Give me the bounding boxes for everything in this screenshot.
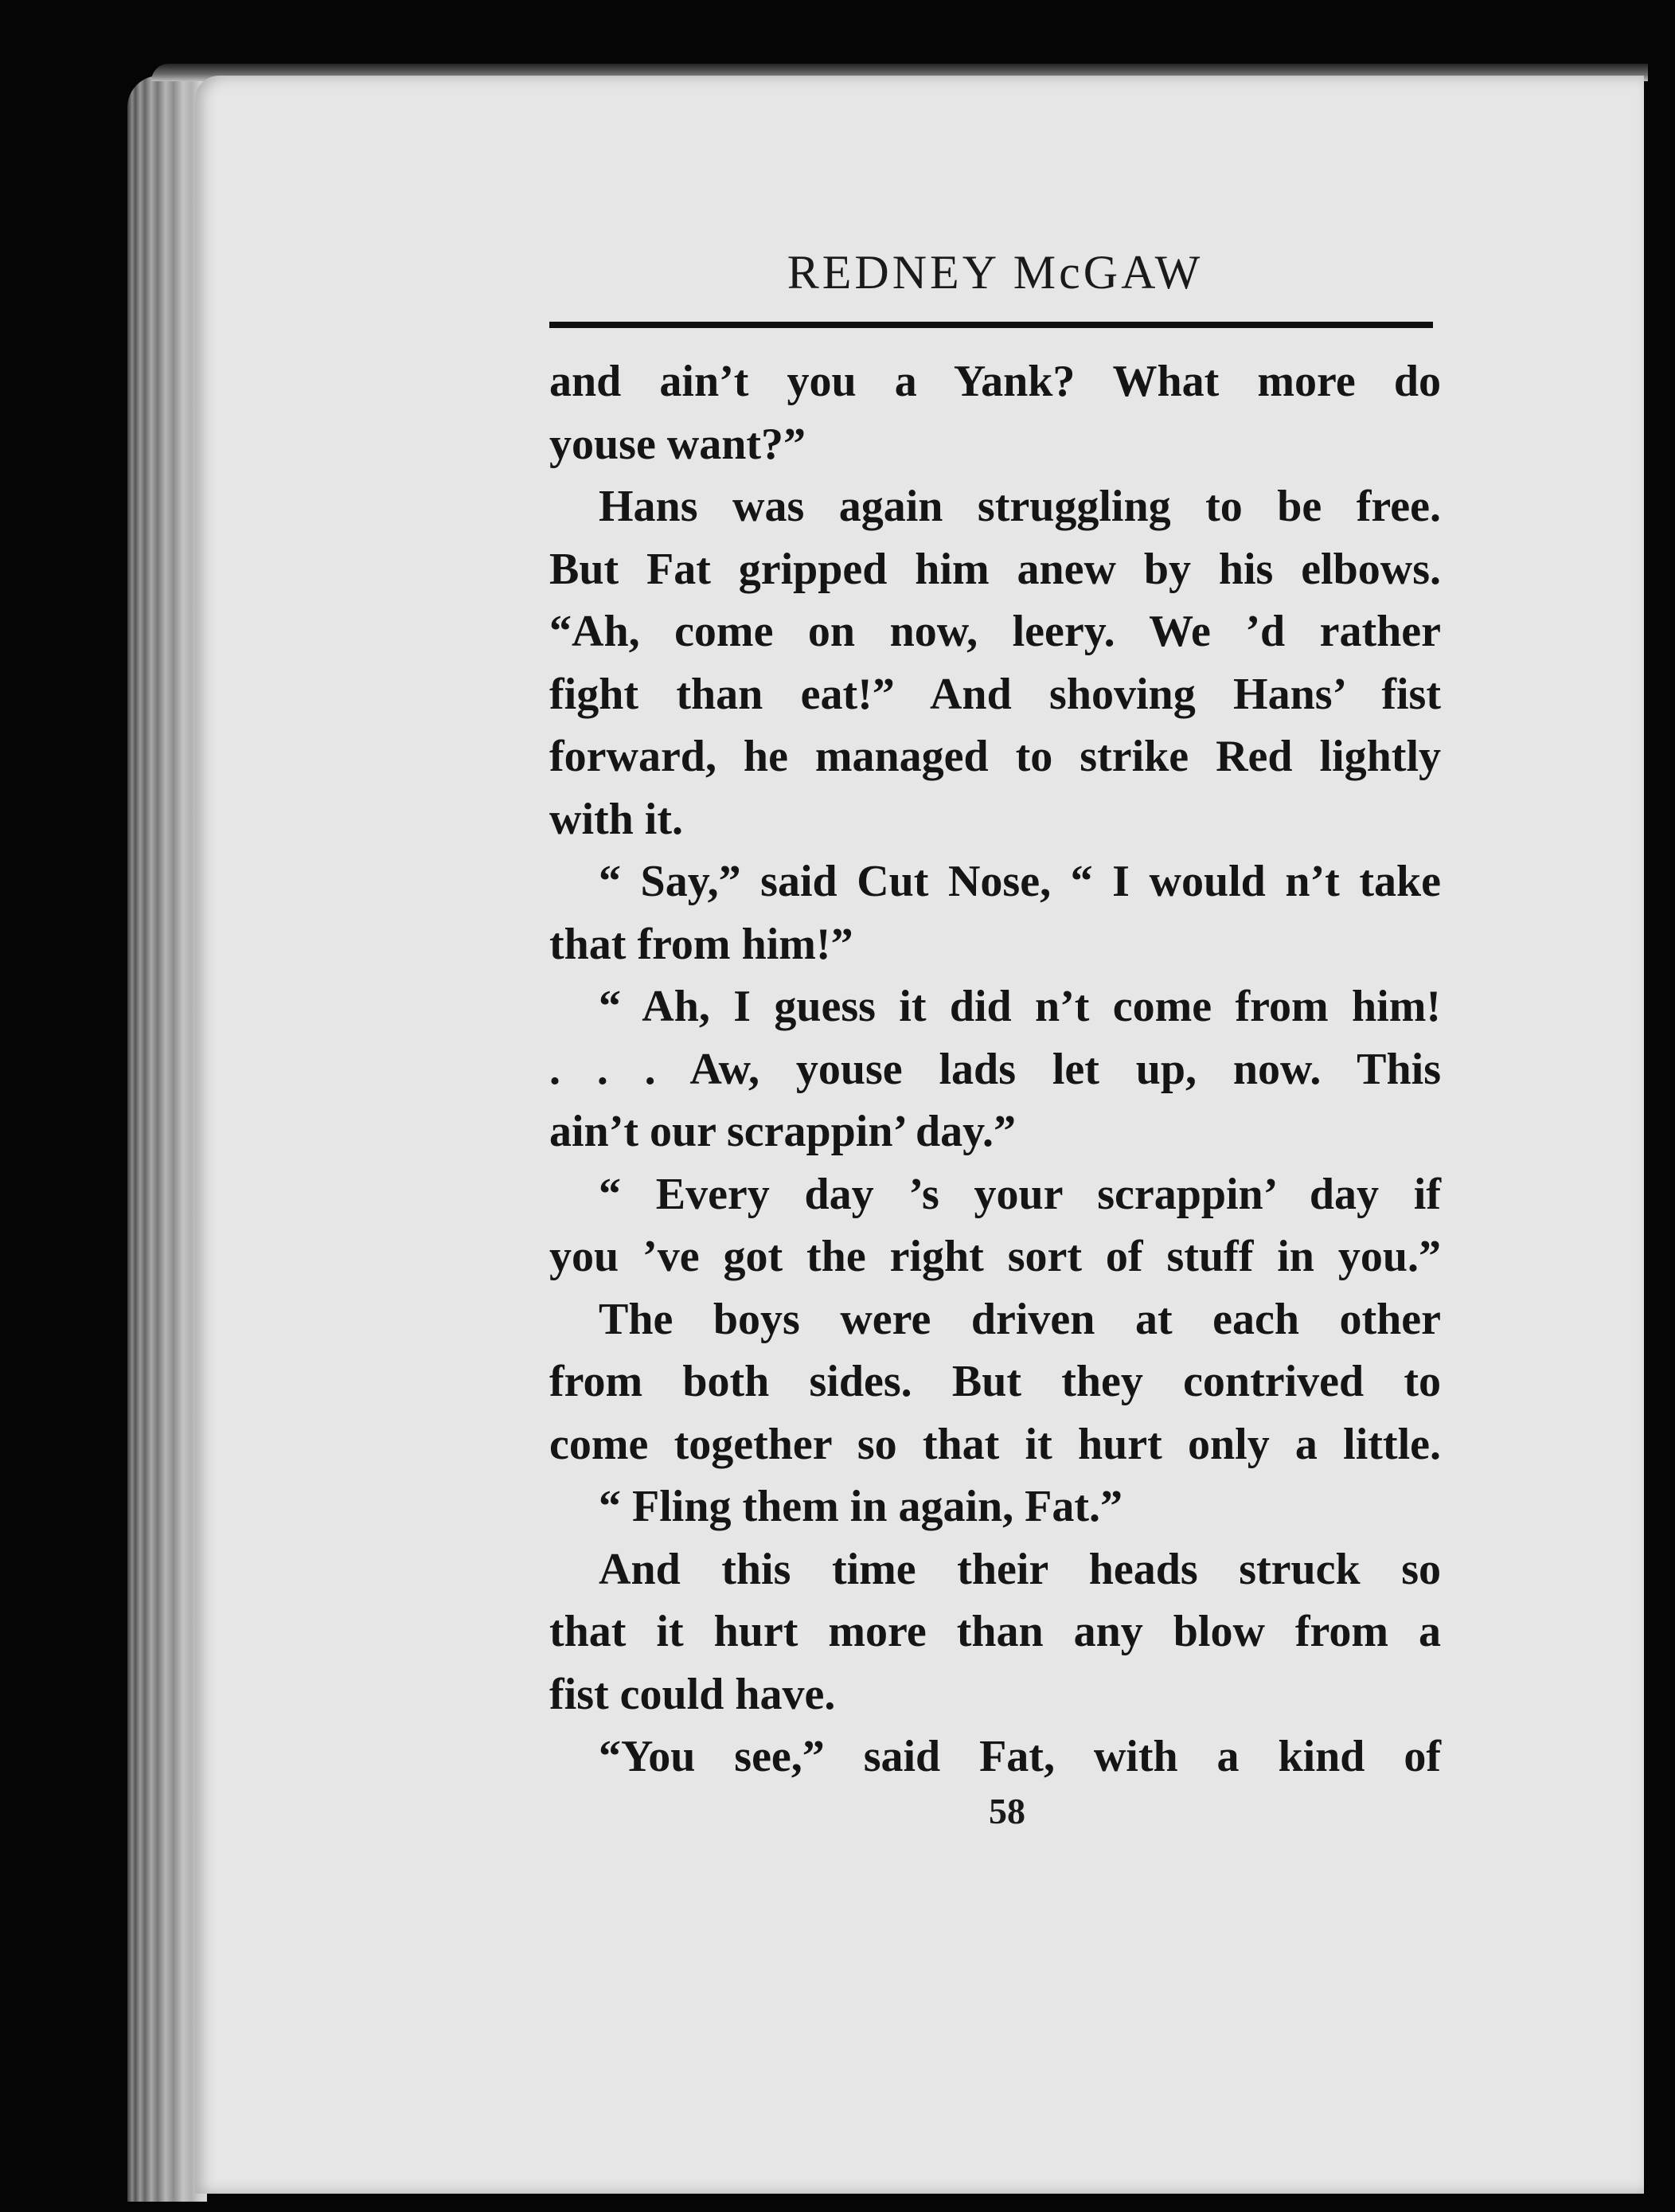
text-line: “ Ah, I guess it did n’t come from him! [599,982,1441,1031]
text-line: with it. [549,794,683,844]
text-line: you ’ve got the right sort of stuff in you.” [549,1232,1441,1281]
text-line: fight than eat!” And shoving Hans’ fist [549,669,1441,719]
page-number: 58 [989,1791,1025,1831]
header-rule [549,322,1433,328]
text-line: But Fat gripped him anew by his elbows. [549,544,1441,594]
body-text [549,350,1441,1788]
text-line: “Ah, come on now, leery. We ’d rather [549,607,1441,656]
text-line: fist could have. [549,1669,836,1719]
text-line: come together so that it hurt only a little. [549,1419,1441,1469]
text-line: “You see,” said Fat, with a kind of [599,1732,1441,1781]
text-line: forward, he managed to strike Red lightly [549,732,1441,781]
text-line: youse want?” [549,419,806,469]
text-line: “ Fling them in again, Fat.” [599,1482,1123,1531]
text-line: The boys were driven at each other [599,1294,1441,1344]
text-line: ain’t our scrappin’ day.” [549,1107,1017,1156]
running-head: REDNEY McGAW [787,246,1204,299]
text-line: from both sides. But they contrived to [549,1357,1441,1406]
text-line: and ain’t you a Yank? What more do [549,357,1441,406]
text-line: that it hurt more than any blow from a [549,1607,1441,1656]
text-line: “ Say,” said Cut Nose, “ I would n’t take [599,857,1441,906]
text-line: And this time their heads struck so [599,1544,1441,1594]
text-line: . . . Aw, youse lads let up, now. This [549,1044,1441,1094]
text-line: that from him!” [549,919,853,969]
text-line: Hans was again struggling to be free. [599,482,1441,531]
text-line: “ Every day ’s your scrappin’ day if [599,1169,1441,1219]
